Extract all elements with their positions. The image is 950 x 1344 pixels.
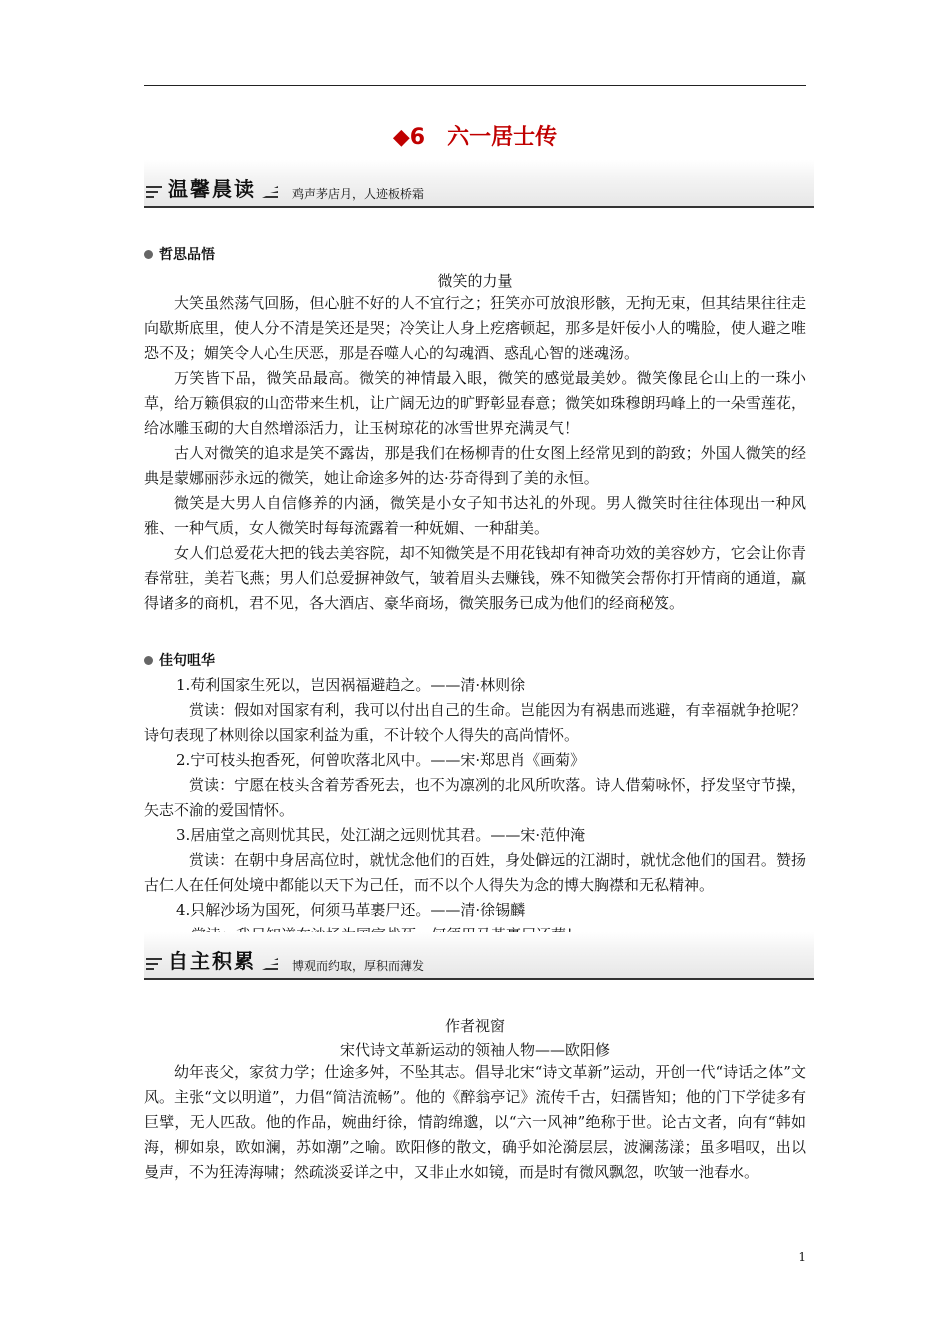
- page-number: 1: [798, 1250, 806, 1264]
- quote-line: 2.宁可枝头抱香死，何曾吹落北风中。——宋·郑思肖《画菊》: [176, 751, 586, 769]
- banner-rule: [144, 206, 814, 208]
- author-window-heading: 作者视窗: [444, 1017, 505, 1035]
- stripes-icon: [262, 184, 278, 200]
- banner-label: 自主积累: [168, 949, 256, 973]
- quote-line: 3.居庙堂之高则忧其民，处江湖之远则忧其君。——宋·范仲淹: [176, 826, 586, 844]
- quote-note: 赏读：在朝中身居高位时，就忧念他们的百姓，身处僻远的江湖时，就忧念他们的国君。赞扬古仁人在任何处境中都能以天下为己任，而不以个人得失为念的博大胸襟和无私精神。: [144, 851, 806, 894]
- stripes-icon: [262, 956, 278, 972]
- banner-morning-reading: [144, 160, 814, 208]
- author-paragraph: 幼年丧父，家贫力学；仕途多舛，不坠其志。倡导北宋“诗文革新”运动，开创一代“诗话之体”文风。主张“文以明道”，力倡“简洁流畅”。他的《醉翁亭记》流传千古，妇孺皆知；他的门下学徒多有巨擘，无人匹敌。他的作品，婉曲纡徐，情韵绵邈，以“六一风神”绝称于世。论古文者，向有“韩如海，柳如泉，欧如澜，苏如潮”之喻。欧阳修的散文，确乎如沦漪层层，波澜荡漾；虽多唱叹，出以曼声，不为狂涛海啸；然疏淡妥详之中，又非止水如镜，而是时有微风飘忽，吹皱一池春水。: [144, 1063, 806, 1181]
- banner-subtitle: 鸡声茅店月，人迹板桥霜: [292, 187, 425, 201]
- quote-note: 赏读：宁愿在枝头含着芳香死去，也不为凛冽的北风所吹落。诗人借菊咏怀，抒发坚守节操，矢志不渝的爱国情怀。: [144, 776, 806, 819]
- banner-self-accumulation: [144, 932, 814, 980]
- quote-note: 赏读：假如对国家有利，我可以付出自己的生命。岂能因为有祸患而逃避，有幸福就争抢呢？诗句表现了林则徐以国家利益为重，不计较个人得失的高尚情怀。: [144, 701, 806, 744]
- banner-rule: [144, 978, 814, 980]
- stripes-icon: [146, 956, 162, 972]
- essay-paragraph: 大笑虽然荡气回肠，但心脏不好的人不宜行之；狂笑亦可放浪形骸，无拘无束，但其结果往往走向歇斯底里，使人分不清是笑还是哭；冷笑让人身上疙瘩顿起，那多是奸佞小人的嘴脸，使人避之唯恐不及；媚笑令人心生厌恶，那是吞噬人心的勾魂酒、惑乱心智的迷魂汤。: [144, 294, 806, 362]
- bullet-icon: [144, 250, 153, 259]
- section-heading-reflection: 哲思品悟: [144, 244, 215, 264]
- bullet-icon: [144, 656, 153, 665]
- quote-line: 1.苟利国家生死以，岂因祸福避趋之。——清·林则徐: [176, 676, 526, 694]
- essay-paragraph: 古人对微笑的追求是笑不露齿，那是我们在杨柳青的仕女图上经常见到的韵致；外国人微笑的经典是蒙娜丽莎永远的微笑，她让命途多舛的达·芬奇得到了美的永恒。: [144, 444, 806, 487]
- essay-title: 微笑的力量: [437, 272, 513, 290]
- essay-paragraph: 万笑皆下品，微笑品最高。微笑的神情最入眼，微笑的感觉最美妙。微笑像昆仑山上的一珠小草，给万籁俱寂的山峦带来生机，让广阔无边的旷野彰显春意；微笑如珠穆朗玛峰上的一朵雪莲花，给冰雕玉砌的大自然增添活力，让玉树琼花的冰雪世界充满灵气！: [144, 369, 806, 437]
- banner-label: 温馨晨读: [168, 177, 256, 201]
- stripes-icon: [146, 184, 162, 200]
- top-rule: [144, 85, 806, 86]
- quote-line: 4.只解沙场为国死，何须马革裹尸还。——清·徐锡麟: [176, 901, 526, 919]
- author-title: 宋代诗文革新运动的领袖人物——欧阳修: [339, 1041, 610, 1059]
- section-heading-quotes: 佳句咀华: [144, 650, 215, 670]
- essay-paragraph: 微笑是大男人自信修养的内涵，微笑是小女子知书达礼的外现。男人微笑时往往体现出一种风雅、一种气质，女人微笑时每每流露着一种妩媚、一种甜美。: [144, 494, 806, 537]
- banner-subtitle: 博观而约取，厚积而薄发: [292, 959, 425, 973]
- page-title: ◆6 六一居士传: [392, 125, 558, 150]
- essay-paragraph: 女人们总爱花大把的钱去美容院，却不知微笑是不用花钱却有神奇功效的美容妙方，它会让你青春常驻，美若飞燕；男人们总爱摒神敛气，皱着眉头去赚钱，殊不知微笑会帮你打开情商的通道，赢得诸多的商机，君不见，各大酒店、豪华商场，微笑服务已成为他们的经商秘笈。: [144, 544, 806, 612]
